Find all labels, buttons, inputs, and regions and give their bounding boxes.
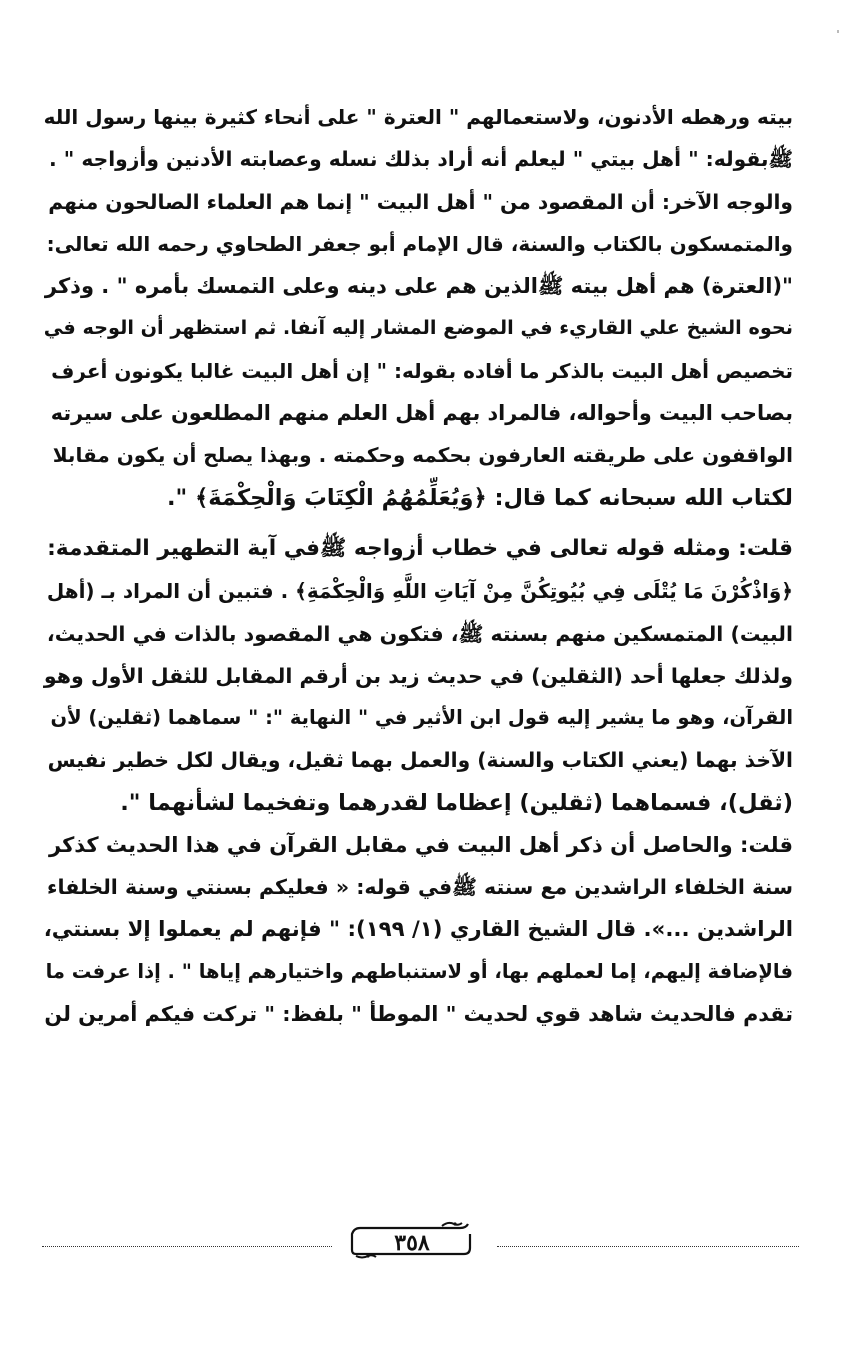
- text-line: ﴿وَاذْكُرْنَ مَا يُتْلَى فِي بُيُوتِكُنَّ مِنْ آيَاتِ اللَّهِ وَالْحِكْمَةِ﴾ . فتبين أن المراد بـ (أهل: [46, 579, 793, 604]
- text-line: ولذلك جعلها أحد (الثقلين) في حديث زيد بن أرقم المقابل للثقل الأول وهو: [43, 663, 793, 688]
- text-line: الآخذ بهما (يعني الكتاب والسنة) والعمل بهما ثقيل، ويقال لكل خطير نفيس: [47, 748, 793, 773]
- paragraph-1: [44, 96, 793, 519]
- text-line: بيته ورهطه الأدنون، ولاستعمالهم " العترة " على أنحاء كثيرة بينها رسول الله: [43, 105, 793, 129]
- text-line: الواقفون على طريقته العارفون بحكمه وحكمته . وبهذا يصلح أن يكون مقابلا: [52, 443, 793, 468]
- text-line: تخصيص أهل البيت بالذكر ما أفاده بقوله: " إن أهل البيت غالبا يكونون أعرف: [51, 358, 793, 383]
- text-line: والمتمسكون بالكتاب والسنة، قال الإمام أبو جعفر الطحاوي رحمه الله تعالى:: [46, 231, 793, 256]
- footer-divider-left: [42, 1246, 332, 1247]
- text-line: فالإضافة إليهم، إما لعملهم بها، أو لاستنباطهم واختيارهم إياها " . إذا عرفت ما: [45, 959, 793, 983]
- paragraph-2: [44, 528, 793, 824]
- text-line: والوجه الآخر: أن المقصود من " أهل البيت " إنما هم العلماء الصالحون منهم: [48, 189, 793, 214]
- text-line: قلت: ومثله قوله تعالى في خطاب أزواجه ﷺفي آية التطهير المتقدمة:: [47, 535, 793, 561]
- text-line: (ثقل)، فسماهما (ثقلين) إعظاما لقدرهما وتفخيما لشأنهما ".: [120, 789, 793, 816]
- paragraph-3: [44, 824, 793, 1035]
- page-footer: [42, 1210, 799, 1264]
- text-line: سنة الخلفاء الراشدين مع سنته ﷺفي قوله: « فعليكم بسنتي وسنة الخلفاء: [47, 875, 793, 900]
- text-line: ﷺبقوله: " أهل بيتي " ليعلم أنه أراد بذلك نسله وعصابته الأدنين وأزواجه " .: [49, 147, 793, 172]
- text-line: القرآن، وهو ما يشير إليه قول ابن الأثير في " النهاية ": " سماهما (ثقلين) لأن: [50, 706, 793, 730]
- footer-divider-right: [497, 1246, 799, 1247]
- text-line: تقدم فالحديث شاهد قوي لحديث " الموطأ " بلفظ: " تركت فيكم أمرين لن: [44, 1002, 793, 1027]
- scan-mark: [837, 30, 839, 33]
- page-body: [44, 96, 793, 1036]
- text-line: "(العترة) هم أهل بيته ﷺالذين هم على دينه وعلى التمسك بأمره " . وذكر: [44, 274, 793, 299]
- page-number: ٣٥٨: [394, 1230, 430, 1256]
- text-line: الراشدين ...». قال الشيخ القاري (١/ ١٩٩): " فإنهم لم يعملوا إلا بسنتي،: [43, 916, 793, 942]
- text-line: لكتاب الله سبحانه كما قال: ﴿وَيُعَلِّمُهُمُ الْكِتَابَ وَالْحِكْمَةَ﴾ ".: [166, 484, 793, 511]
- text-line: قلت: والحاصل أن ذكر أهل البيت في مقابل القرآن في هذا الحديث كذكر: [49, 833, 793, 858]
- text-line: البيت) المتمسكين منهم بسنته ﷺ، فتكون هي المقصود بالذات في الحديث،: [46, 621, 793, 646]
- text-line: بصاحب البيت وأحواله، فالمراد بهم أهل العلم منهم المطلعون على سيرته: [50, 401, 793, 426]
- text-line: نحوه الشيخ علي القاريء في الموضع المشار إليه آنفا. ثم استظهر أن الوجه في: [43, 316, 793, 340]
- page-number-frame: [342, 1220, 482, 1260]
